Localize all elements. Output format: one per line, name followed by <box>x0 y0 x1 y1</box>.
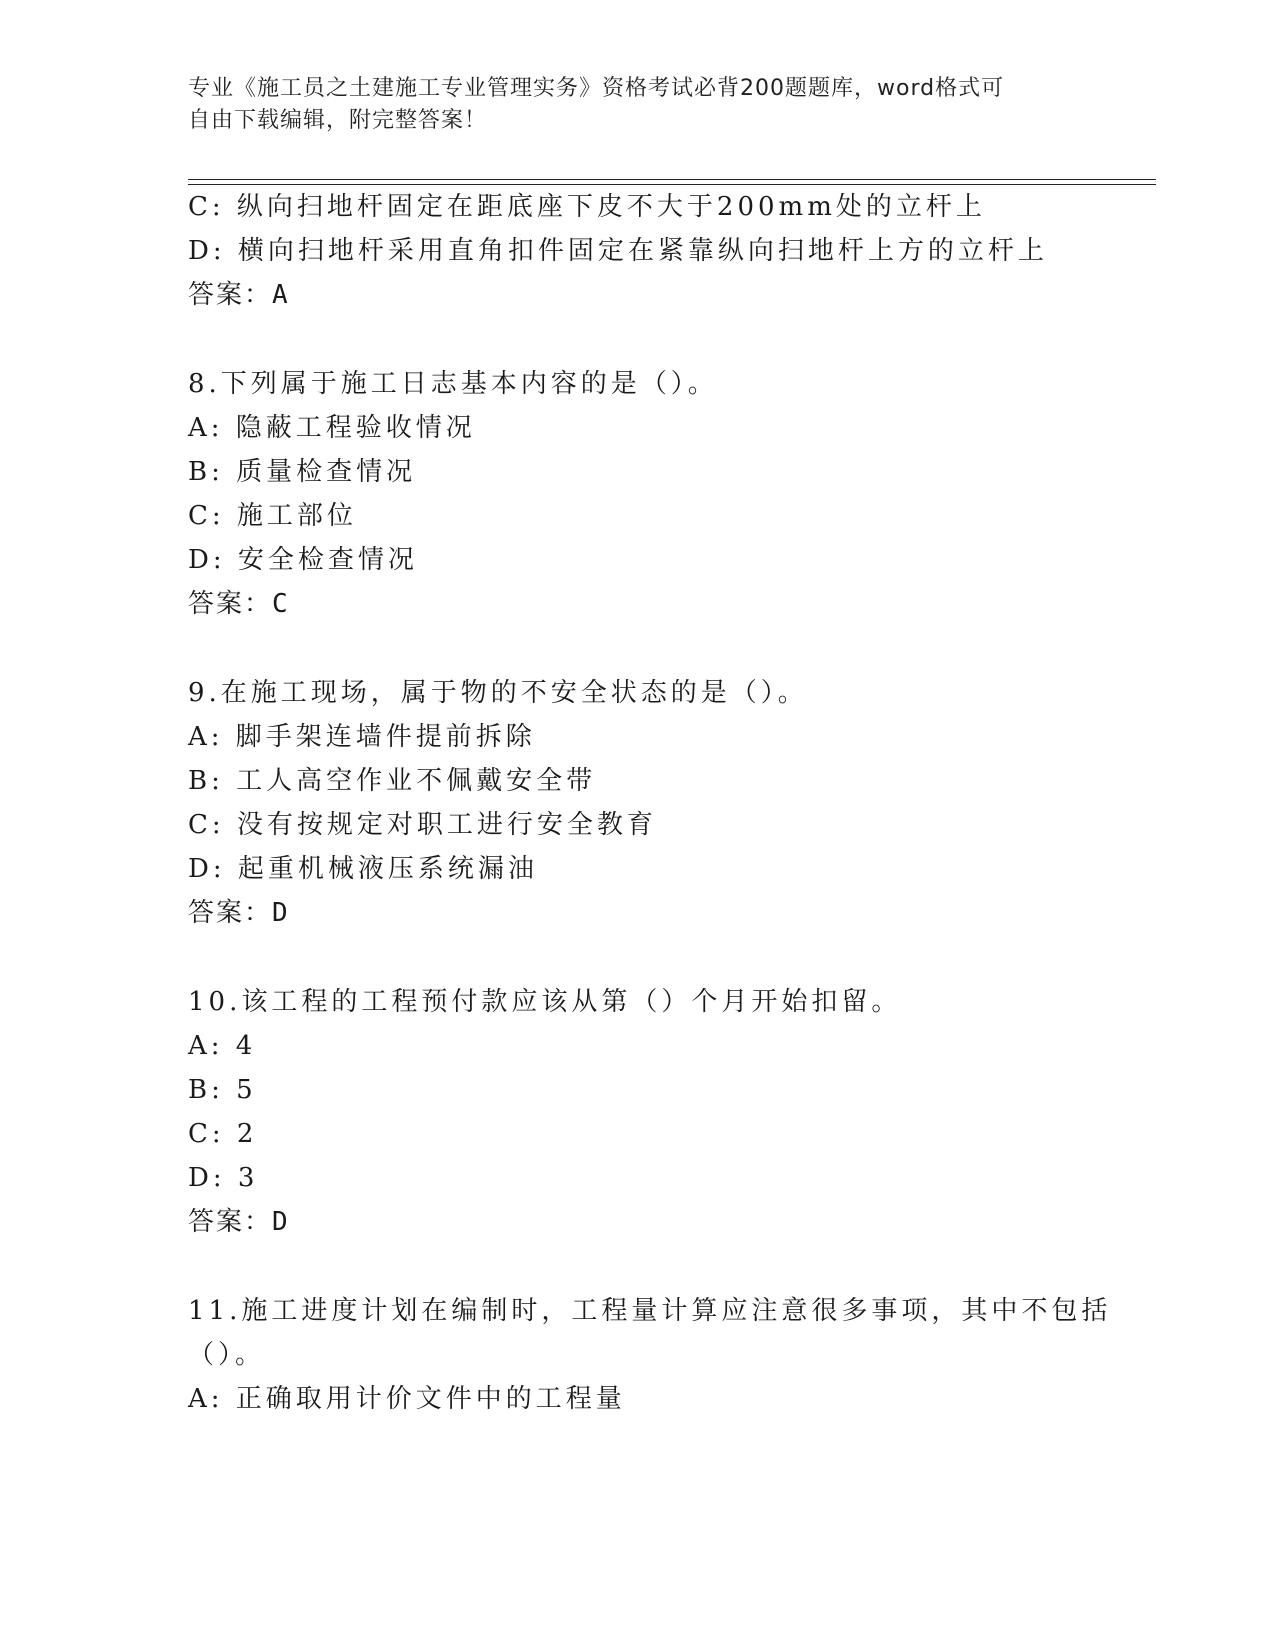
q11-question-line-2: （）。 <box>188 1340 266 1370</box>
q9-question: 9.在施工现场，属于物的不安全状态的是（）。 <box>188 678 808 708</box>
q8-answer <box>188 587 290 621</box>
document-header <box>188 73 1068 137</box>
q11-question-line-1: 11.施工进度计划在编制时，工程量计算应注意很多事项，其中不包括 <box>188 1296 1112 1326</box>
answer-label: 答案： <box>188 589 273 619</box>
q8-option-c: C: 施工部位 <box>188 501 357 531</box>
answer-value: D <box>272 1207 290 1237</box>
header-title-line-2: 自由下载编辑，附完整答案！ <box>188 108 488 133</box>
header-title-line-1: 专业《施工员之土建施工专业管理实务》资格考试必背200题题库，word格式可 <box>188 76 1005 101</box>
q9-answer <box>188 896 290 930</box>
q10-option-d: D: 3 <box>188 1163 259 1193</box>
q8-option-a: A: 隐蔽工程验收情况 <box>188 413 476 443</box>
q10-option-a: A: 4 <box>188 1031 257 1061</box>
answer-value: A <box>272 280 290 310</box>
q10-question: 10.该工程的工程预付款应该从第（）个月开始扣留。 <box>188 987 902 1017</box>
answer-value: C <box>272 589 290 619</box>
prev-option-d: D: 横向扫地杆采用直角扣件固定在紧靠纵向扫地杆上方的立杆上 <box>188 236 1048 266</box>
prev-option-c: C: 纵向扫地杆固定在距底座下皮不大于200mm处的立杆上 <box>188 192 986 222</box>
prev-answer <box>188 278 290 312</box>
q9-option-a: A: 脚手架连墙件提前拆除 <box>188 722 536 752</box>
q9-option-c: C: 没有按规定对职工进行安全教育 <box>188 810 657 840</box>
q9-option-b: B: 工人高空作业不佩戴安全带 <box>188 766 597 796</box>
q8-question: 8.下列属于施工日志基本内容的是（）。 <box>188 369 718 399</box>
q9-option-d: D: 起重机械液压系统漏油 <box>188 854 538 884</box>
q11-option-a: A: 正确取用计价文件中的工程量 <box>188 1384 626 1414</box>
answer-label: 答案： <box>188 1207 273 1237</box>
q10-answer <box>188 1205 290 1239</box>
header-divider-top <box>188 179 1156 180</box>
header-divider-bottom <box>188 184 1156 185</box>
q8-option-d: D: 安全检查情况 <box>188 545 418 575</box>
answer-value: D <box>272 898 290 928</box>
q8-option-b: B: 质量检查情况 <box>188 457 417 487</box>
q10-option-c: C: 2 <box>188 1119 258 1149</box>
answer-label: 答案： <box>188 280 273 310</box>
answer-label: 答案： <box>188 898 273 928</box>
q10-option-b: B: 5 <box>188 1075 257 1105</box>
